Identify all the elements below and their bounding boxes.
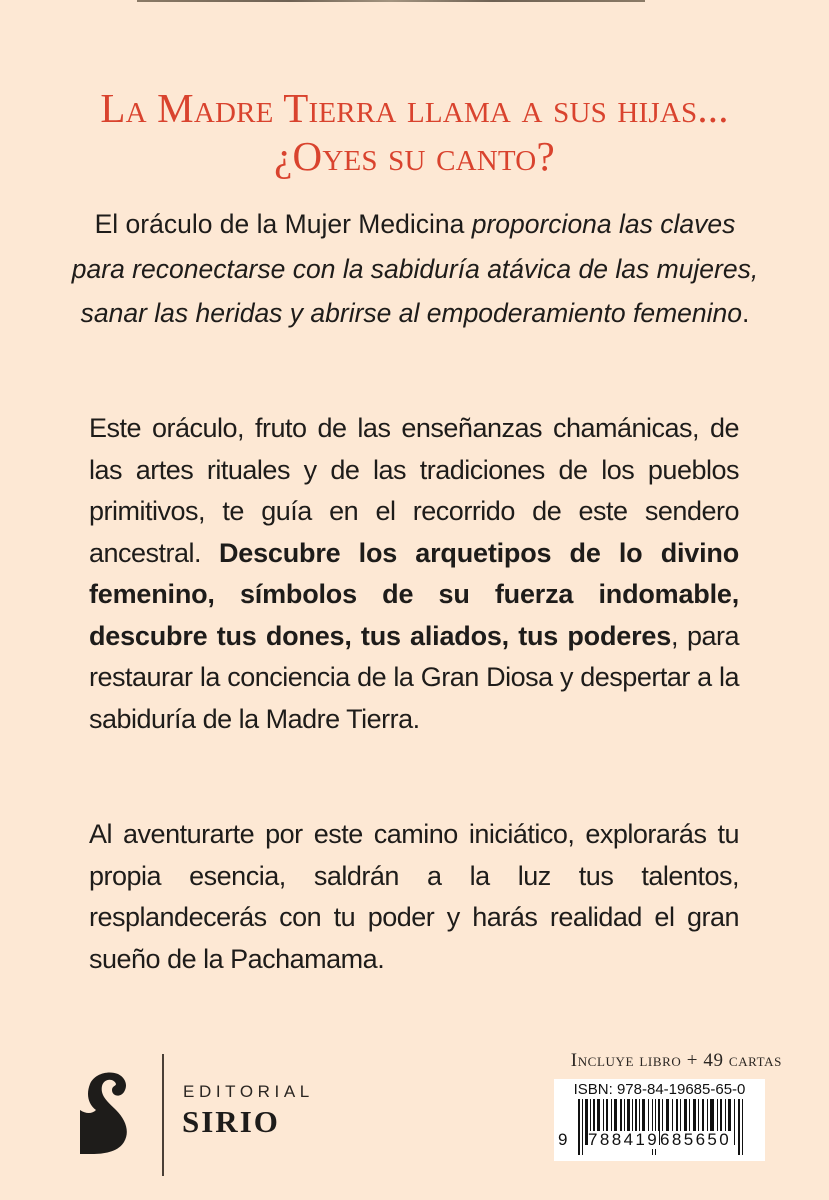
lead-title: El oráculo de la Mujer Medicina <box>94 209 465 239</box>
logo-divider <box>162 1054 164 1176</box>
body-paragraph-1 <box>89 408 739 740</box>
isbn-barcode <box>554 1079 765 1161</box>
barcode-digits-group-1: 788419 <box>588 1130 660 1149</box>
barcode-digits-group-2: 685650 <box>660 1130 732 1149</box>
paragraph-2-text: Al aventurarte por este camino iniciático, explorarás tu propia esencia, saldrán a la luz tus talentos, resplandecerás con tu poder y harás realidad el gran sueño de la Pachamama. <box>89 819 739 974</box>
publisher-logo <box>78 1040 358 1170</box>
barcode-digit-first: 9 <box>558 1130 570 1149</box>
paragraph-1-bold: Descubre los arquetipos de lo divino femenino, símbolos de su fuerza indomable, descubre tus dones, tus aliados, tus poderes <box>89 537 739 651</box>
paragraph-1-text-start: Este oráculo, fruto de las enseñanzas chamánicas, de las artes rituales y de las tradiciones de los pueblos primitivos, te guía en el recorrido de este sendero ancestral. <box>89 413 739 568</box>
lead-paragraph <box>70 202 760 336</box>
headline-line-1: La Madre Tierra llama a sus hijas... <box>100 85 729 131</box>
logo-sirio-text: SIRIO <box>182 1104 280 1139</box>
lead-end: . <box>742 298 750 328</box>
isbn-label: ISBN: 978-84-19685-65-0 <box>573 1081 746 1098</box>
logo-editorial-text: EDITORIAL <box>183 1082 314 1101</box>
includes-label: Incluye libro + 49 cartas <box>570 1050 782 1071</box>
body-paragraph-2 <box>89 814 739 980</box>
top-image-edge <box>137 0 645 2</box>
headline <box>0 84 829 180</box>
swan-s-icon <box>78 1070 130 1154</box>
headline-line-2: ¿Oyes su canto? <box>274 133 555 179</box>
lead-italic: proporciona las claves para reconectarse con la sabiduría atávica de las mujeres, sanar las heridas y abrirse al empoderamiento femenino <box>71 209 759 328</box>
paragraph-1-text-end: , para restaurar la conciencia de la Gran Diosa y despertar a la sabiduría de la Madre Tierra. <box>89 620 740 734</box>
